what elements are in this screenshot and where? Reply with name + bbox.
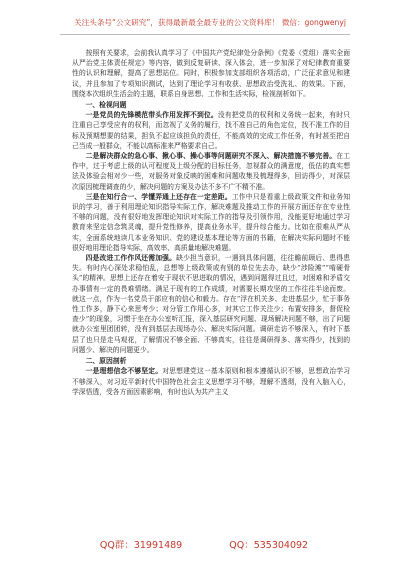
issue-text-2: 在工作中，过于考虑上级的认可程度及上级分配的目标任务，忽视群众的满意度，低估的真实想法及体验会相对少一些，对服务对象反映的困难和问题收集及梳理得多，回访得少，对深层次原因梳理调查的少，解决问题的方案及办法不多不广不精不准。 [72,152,350,191]
cause-text-1: 对思想建党这一基本原则和根本遵循认识不够，思想政治学习不够深入，对习近平新时代中国特色社会主义思想学习不够，理解不透彻，没有入脑入心，学深悟透，受各方面因素影响，有时也认为共产主义 [72,367,350,396]
document-body [72,48,350,528]
section-heading-2: 二、原因剖析 [85,357,127,366]
issue-text-4: 缺少担当意识，一遇到具体问题，往往瞻前顾后、患得患失。有时内心深处求稳怕乱，总想等上级政策或有别的单位先去办，缺少“涉险滩”“啃硬骨头”的精神。思想上还存在着安于现状不思进取的情况，遇到问题得过且过，对困难和矛盾交办事情有一定的畏难情绪。满足于现有的工作成绩，对需要长期攻坚的工作往往半途而废。就这一点，作为一名党员干部应有的信心和毅力。存在“浮在机关多、走进基层少，忙于事务性工作多，静下心来思考少；对分管工作用心多，对其它工作关注少；布置安排多，督促检查少”的现象，习惯于坐在办公室听汇报，深入基层研究问题、现场解决问题不够，出了问题就办公室里团团转，没有到基层去现场办公、解决实际问题。调研走访不够深入，有时下基层了也只是走马观花，了解情况不够全面、不够真实，往往是调研得多、落实得少，找到的问题少、解决的问题更少。 [72,254,350,354]
issue-paragraph-3 [72,192,350,253]
header-divider [60,34,350,35]
issue-lead-2: 二是解决群众的急心事、揪心事、操心事等问题研究不深入、解决措施不够完善。 [85,152,337,161]
cause-paragraph-1 [72,366,350,397]
issue-text-3: 工作中只是看重上级政策文件和业务知识的学习，善于利用理论知识指导实际工作，解决难题及推动工作的开展方面还存在专业性不够的问题，没有很好地发挥理论知识对实际工作的指导及引领作用，没能更好地通过学习教育来坚定信念筑灵魂，提升党性修养，提高业务水平，提升综合能力。比如在很难从严从实，全面系统地读几本业务知识、党的建设基本理论等方面的书籍，在解决实际问题时不能很好地用理论指导实际，高效率、高质量地解决难题。 [72,192,350,252]
intro-paragraph: 按照有关要求，会前我认真学习了《中国共产党纪律处分条例》《党委（党组）落实全面从严治党主体责任规定》等内容，做到反复研读、深入体会，进一步加深了对纪律教育重要性的认识和理解，提高了思想站位。同时，积极参加支部组织各项活动，广泛征求意见和建议，并且参加了专项知识测试，达到了理论学习有收获、思想政治受洗礼、的效果。下面，围绕本次组织生活会的主题，联系自身思想、工作和生活实际，检视剖析如下。 [72,49,350,98]
issue-paragraph-2 [72,151,350,192]
footer-qq-group: QQ群：31991489 [99,540,183,551]
issue-paragraph-4 [72,253,350,355]
issue-lead-1: 一是党员的先锋模范带头作用发挥不到位。 [85,111,218,120]
issue-text-1: 没有把党员的权利和义务统一起来，有时只注重自己享受应有的权利，而忽视了义务的履行，找不准自己的角色定位，找不准工作的目标及预期想要的结果，担负不起应该担负的责任，不能高效的完成工作任务，有时甚至把自己当成一般群众，不能以高标准来严格要求自己。 [72,111,350,150]
section-heading-1: 一、检视问题 [85,101,127,110]
issue-lead-3: 三是在知行合一、学懂弄通上还存在一定差距。 [85,192,232,201]
issue-lead-4: 四是改进工作作风还需加强。 [85,254,177,263]
cause-lead-1: 一是理想信念不够坚定。 [85,367,163,376]
page-footer [0,538,408,554]
page-header: 关注头条号“公文研究”，获得最新最全最专业的公文资料库！ 微信：gongwenyj [74,18,346,27]
footer-qq-contact: QQ：535304092 [229,540,309,551]
issue-paragraph-1 [72,110,350,151]
